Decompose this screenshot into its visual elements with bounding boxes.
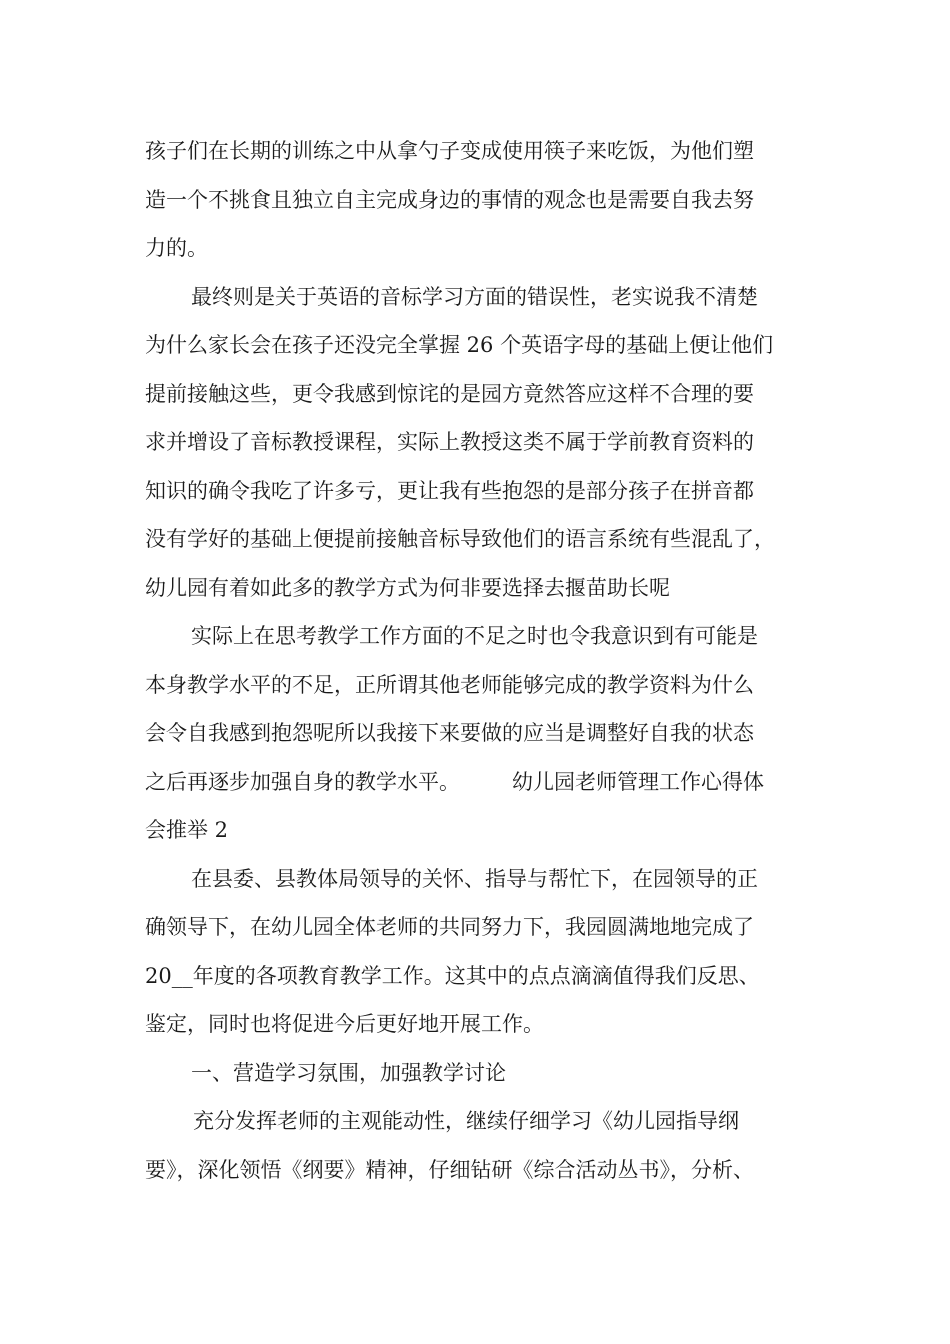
text-line: 为什么家长会在孩子还没完全掌握 26 个英语字母的基础上便让他们	[145, 333, 774, 357]
paragraph-3	[145, 612, 840, 855]
text-line: 提前接触这些，更令我感到惊诧的是园方竟然答应这样不合理的要	[145, 381, 754, 406]
paragraph-2	[145, 273, 840, 613]
text-line: 20__年度的各项教育教学工作。这其中的点点滴滴值得我们反思、	[145, 963, 760, 988]
text-line: 最终则是关于英语的音标学习方面的错误性，老实说我不清楚	[191, 284, 758, 309]
section-heading-tail: 会推举 2	[145, 818, 229, 842]
text-line-left: 之后再逐步加强自身的教学水平。	[145, 769, 460, 794]
text-line: 在县委、县教体局领导的关怀、指导与帮忙下，在园领导的正	[191, 866, 758, 891]
text-line: 知识的确令我吃了许多亏，更让我有些抱怨的是部分孩子在拼音都	[145, 478, 754, 503]
section-heading: 一、营造学习氛围，加强教学讨论	[191, 1060, 506, 1085]
text-line	[145, 758, 840, 807]
paragraph-6	[145, 1097, 840, 1194]
text-line: 确领导下，在幼儿园全体老师的共同努力下，我园圆满地地完成了	[145, 915, 754, 939]
paragraph-5	[145, 1049, 840, 1098]
paragraph-4	[145, 855, 840, 1049]
text-line: 孩子们在长期的训练之中从拿勺子变成使用筷子来吃饭，为他们塑	[145, 139, 754, 163]
text-line: 本身教学水平的不足，正所谓其他老师能够完成的教学资料为什么	[145, 672, 754, 697]
text-line: 求并增设了音标教授课程，实际上教授这类不属于学前教育资料的	[145, 430, 754, 454]
text-line: 鉴定，同时也将促进今后更好地开展工作。	[145, 1012, 544, 1036]
text-line: 实际上在思考教学工作方面的不足之时也令我意识到有可能是	[191, 624, 758, 648]
text-line: 幼儿园有着如此多的教学方式为何非要选择去揠苗助长呢	[145, 575, 670, 600]
text-line: 没有学好的基础上便提前接触音标导致他们的语言系统有些混乱了，	[145, 527, 775, 551]
text-line: 力的。	[145, 236, 208, 260]
text-line: 造一个不挑食且独立自主完成身边的事情的观念也是需要自我去努	[145, 187, 754, 212]
text-line: 会令自我感到抱怨呢所以我接下来要做的应当是调整好自我的状态	[145, 721, 754, 745]
section-heading: 幼儿园老师管理工作心得体	[512, 769, 764, 794]
paragraph-1	[145, 127, 840, 273]
text-line: 要》，深化领悟《纲要》精神，仔细钻研《综合活动丛书》，分析、	[145, 1157, 754, 1182]
text-line: 充分发挥老师的主观能动性，继续仔细学习《幼儿园指导纲	[193, 1109, 739, 1133]
